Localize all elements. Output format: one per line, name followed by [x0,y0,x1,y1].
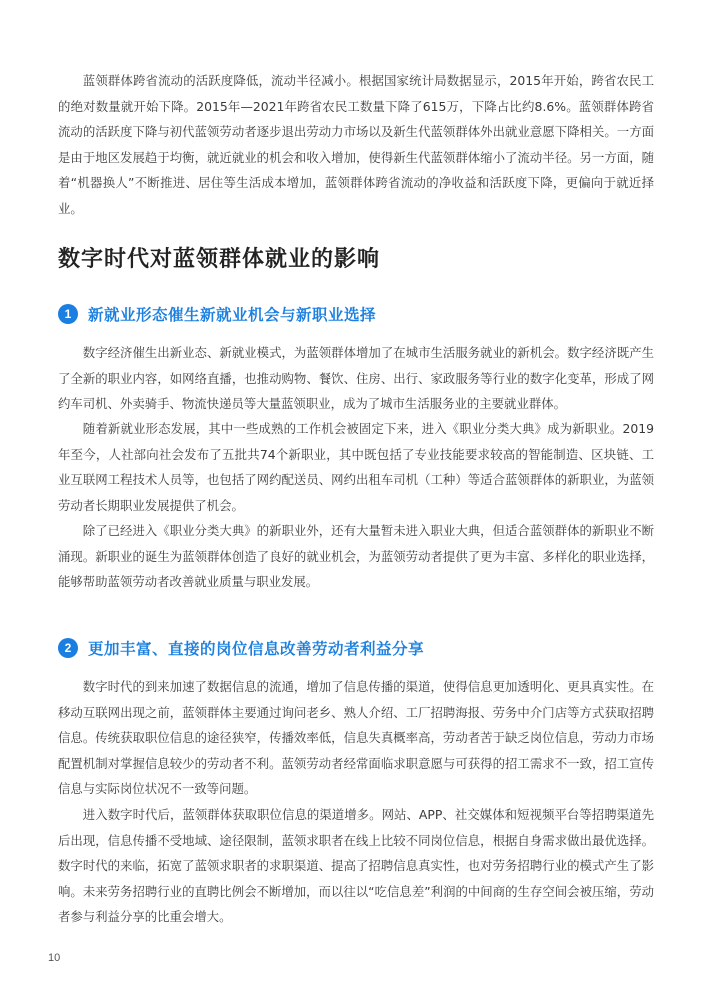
section-2-paragraph-2: 进入数字时代后，蓝领群体获取职位信息的渠道增多。网站、APP、社交媒体和短视频平台等招聘渠道先后出现，信息传播不受地域、途径限制，蓝领求职者在线上比较不同岗位信息，根据自身需求做出最优选择。数字时代的来临，拓宽了蓝领求职者的求职渠道、提高了招聘信息真实性，也对劳务招聘行业的模式产生了影响。未来劳务招聘行业的直聘比例会不断增加，而以往以“吃信息差”利润的中间商的生存空间会被压缩，劳动者参与利益分享的比重会增大。 [58,807,654,924]
section-number-badge: 2 [58,638,78,658]
section-title: 更加丰富、直接的岗位信息改善劳动者利益分享 [88,640,425,658]
section-2-paragraph-1: 数字时代的到来加速了数据信息的流通，增加了信息传播的渠道，使得信息更加透明化、更具真实性。在移动互联网出现之前，蓝领群体主要通过询问老乡、熟人介绍、工厂招聘海报、劳务中介门店等方式获取招聘信息。传统获取职位信息的途径狭窄，传播效率低，信息失真概率高，劳动者苦于缺乏岗位信息，劳动力市场配置机制对掌握信息较少的劳动者不利。蓝领劳动者经常面临求职意愿与可获得的招工需求不一致，招工宣传信息与实际岗位状况不一致等问题。 [58,679,654,796]
section-title: 新就业形态催生新就业机会与新职业选择 [88,306,377,324]
section-1-paragraph-3: 除了已经进入《职业分类大典》的新职业外，还有大量暂未进入职业大典，但适合蓝领群体的新职业不断涌现。新职业的诞生为蓝领群体创造了良好的就业机会，为蓝领劳动者提供了更为丰富、多样化的职业选择，能够帮助蓝领劳动者改善就业质量与职业发展。 [58,523,654,589]
section-2-header [58,637,424,659]
main-heading: 数字时代对蓝领群体就业的影响 [58,247,381,272]
intro-paragraph: 蓝领群体跨省流动的活跃度降低，流动半径减小。根据国家统计局数据显示，2015年开始，跨省农民工的绝对数量就开始下降。2015年—2021年跨省农民工数量下降了615万，下降占比约8.6%。蓝领群体跨省流动的活跃度下降与初代蓝领劳动者逐步退出劳动力市场以及新生代蓝领群体外出就业意愿下降相关。一方面是由于地区发展趋于均衡，就近就业的机会和收入增加，使得新生代蓝领群体缩小了流动半径。另一方面，随着“机器换人”不断推进、居住等生活成本增加，蓝领群体跨省流动的净收益和活跃度下降，更偏向于就近择业。 [58,73,654,216]
section-number-badge: 1 [58,304,78,324]
section-1-paragraph-2: 随着新就业形态发展，其中一些成熟的工作机会被固定下来，进入《职业分类大典》成为新职业。2019年至今，人社部向社会发布了五批共74个新职业，其中既包括了专业技能要求较高的智能制造、区块链、工业互联网工程技术人员等，也包括了网约配送员、网约出租车司机（工种）等适合蓝领群体的新职业，为蓝领劳动者长期职业发展提供了机会。 [58,421,654,513]
section-1-paragraph-1: 数字经济催生出新业态、新就业模式，为蓝领群体增加了在城市生活服务就业的新机会。数字经济既产生了全新的职业内容，如网络直播，也推动购物、餐饮、住房、出行、家政服务等行业的数字化变革，形成了网约车司机、外卖骑手、物流快递员等大量蓝领职业，成为了城市生活服务业的主要就业群体。 [58,345,654,411]
page-number: 10 [48,952,61,964]
section-1-header [58,303,376,325]
